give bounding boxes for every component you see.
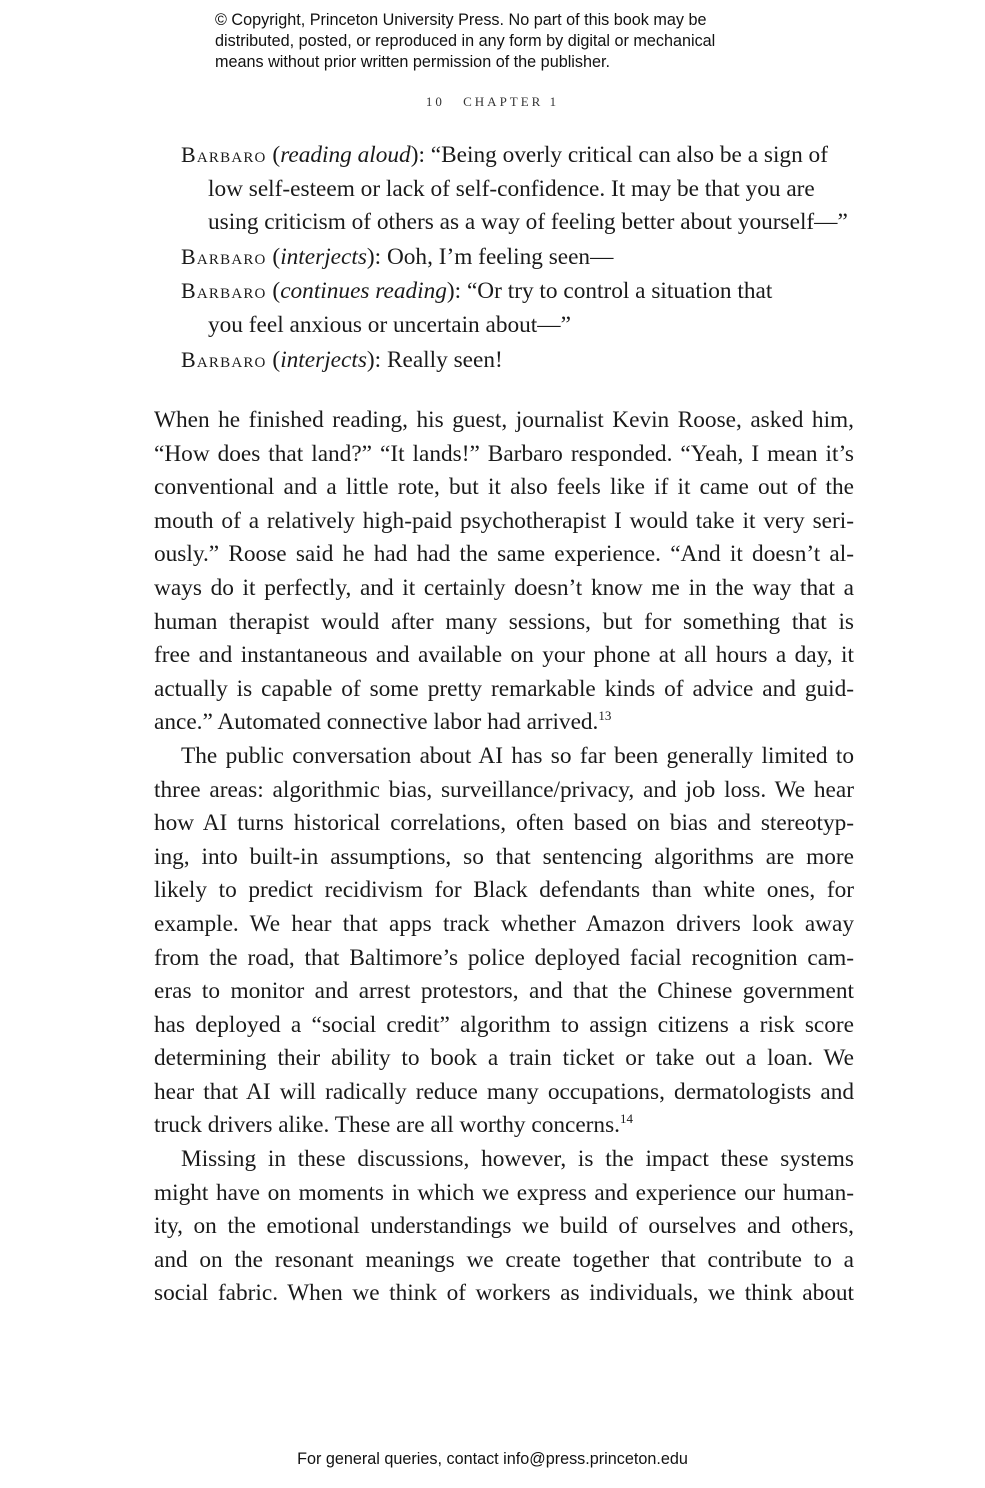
note-reference: 14 <box>619 1111 633 1127</box>
text-line: might have on moments in which we express and experience our human- <box>154 1179 854 1206</box>
chapter-label: CHAPTER 1 <box>463 94 560 109</box>
speaker-name: Barbaro <box>181 142 267 167</box>
note-reference: 13 <box>598 708 612 724</box>
text-line: how AI turns historical correlations, often based on bias and stereotyp- <box>154 810 854 837</box>
text-line: “How does that land?” “It lands!” Barbaro responded. “Yeah, I mean it’s <box>154 440 854 467</box>
text-line: actually is capable of some pretty remarkable kinds of advice and guid- <box>154 675 854 702</box>
dialogue-entry: Barbaro (continues reading): “Or try to control a situation that you feel anxious or uncertain about—” <box>181 274 861 342</box>
text-line: example. We hear that apps track whether Amazon drivers look away <box>154 910 854 937</box>
text-line: from the road, that Baltimore’s police deployed facial recognition cam- <box>154 944 854 971</box>
text-line: mouth of a relatively high-paid psychotherapist I would take it very seri- <box>154 507 854 534</box>
text-line: ity, on the emotional understandings we build of ourselves and others, <box>154 1213 854 1240</box>
copyright-line: means without prior written permission of the publisher. <box>215 53 610 71</box>
text-line: ously.” Roose said he had had the same experience. “And it doesn’t al- <box>154 541 854 568</box>
dialogue-entry: Barbaro (interjects): Ooh, I’m feeling seen— <box>181 243 614 270</box>
running-head <box>0 94 985 110</box>
body-text <box>154 404 854 1311</box>
paragraph-1 <box>154 404 854 740</box>
page-number: 10 <box>425 94 445 109</box>
dialogue-entry: Barbaro (reading aloud): “Being overly critical can also be a sign of low self-esteem or lack of self-confidence. It may be that you are using criticism of others as a way of feeling better about yourself—” <box>181 138 861 240</box>
copyright-line: © Copyright, Princeton University Press. No part of this book may be <box>215 11 707 29</box>
text-line-last: ance.” Automated connective labor had arrived. <box>154 709 599 736</box>
stage-direction: interjects <box>280 346 367 373</box>
stage-direction: reading aloud <box>280 142 411 168</box>
dialogue-text: : “Or try to control a situation that <box>454 278 773 305</box>
text-line: hear that AI will radically reduce many occupations, dermatologists and <box>154 1078 854 1105</box>
dialogue-continuation: using criticism of others as a way of feeling better about yourself—” <box>208 209 848 236</box>
text-line: likely to predict recidivism for Black defendants than white ones, for <box>154 877 854 904</box>
text-line: three areas: algorithmic bias, surveillance/privacy, and job loss. We hear <box>154 776 854 803</box>
footer-contact: For general queries, contact info@press.princeton.edu <box>297 1450 688 1468</box>
stage-direction: interjects <box>280 243 367 270</box>
paragraph-3 <box>154 1143 854 1311</box>
copyright-notice <box>215 10 815 73</box>
text-line <box>154 706 854 740</box>
dialogue-text: : Really seen! <box>374 346 503 373</box>
copyright-line: distributed, posted, or reproduced in any form by digital or mechanical <box>215 32 716 50</box>
dialogue-text: : Ooh, I’m feeling seen— <box>374 243 614 270</box>
text-line: When he finished reading, his guest, journalist Kevin Roose, asked him, <box>154 407 854 433</box>
dialogue-continuation: you feel anxious or uncertain about—” <box>208 311 571 338</box>
speaker-name: Barbaro <box>181 346 267 372</box>
text-line: has deployed a “social credit” algorithm to assign citizens a risk score <box>154 1011 854 1038</box>
text-line: and on the resonant meanings we create together that contribute to a <box>154 1246 854 1273</box>
dialogue-text: : “Being overly critical can also be a sign of <box>418 142 828 168</box>
text-line-last: truck drivers alike. These are all worthy concerns. <box>154 1112 620 1139</box>
text-line: ing, into built-in assumptions, so that sentencing algorithms are more <box>154 843 854 870</box>
text-line: Missing in these discussions, however, is the impact these systems <box>181 1146 854 1173</box>
speaker-name: Barbaro <box>181 278 267 304</box>
speaker-name: Barbaro <box>181 243 267 269</box>
stage-direction: continues reading <box>280 278 447 305</box>
text-line: conventional and a little rote, but it also feels like if it came out of the <box>154 474 854 501</box>
text-line: social fabric. When we think of workers as individuals, we think about <box>154 1280 854 1307</box>
text-line: The public conversation about AI has so far been generally limited to <box>181 742 854 769</box>
text-line <box>154 1109 854 1143</box>
text-line: ways do it perfectly, and it certainly doesn’t know me in the way that a <box>154 574 854 601</box>
text-line: free and instantaneous and available on your phone at all hours a day, it <box>154 642 854 669</box>
text-line: determining their ability to book a train ticket or take out a loan. We <box>154 1045 854 1072</box>
dialogue-entry: Barbaro (interjects): Really seen! <box>181 346 503 373</box>
text-line: human therapist would after many sessions, but for something that is <box>154 608 854 635</box>
dialogue-block <box>181 138 861 377</box>
dialogue-continuation: low self-esteem or lack of self-confidence. It may be that you are <box>208 175 815 202</box>
text-line: eras to monitor and arrest protestors, and that the Chinese government <box>154 978 854 1005</box>
paragraph-2 <box>154 740 854 1143</box>
